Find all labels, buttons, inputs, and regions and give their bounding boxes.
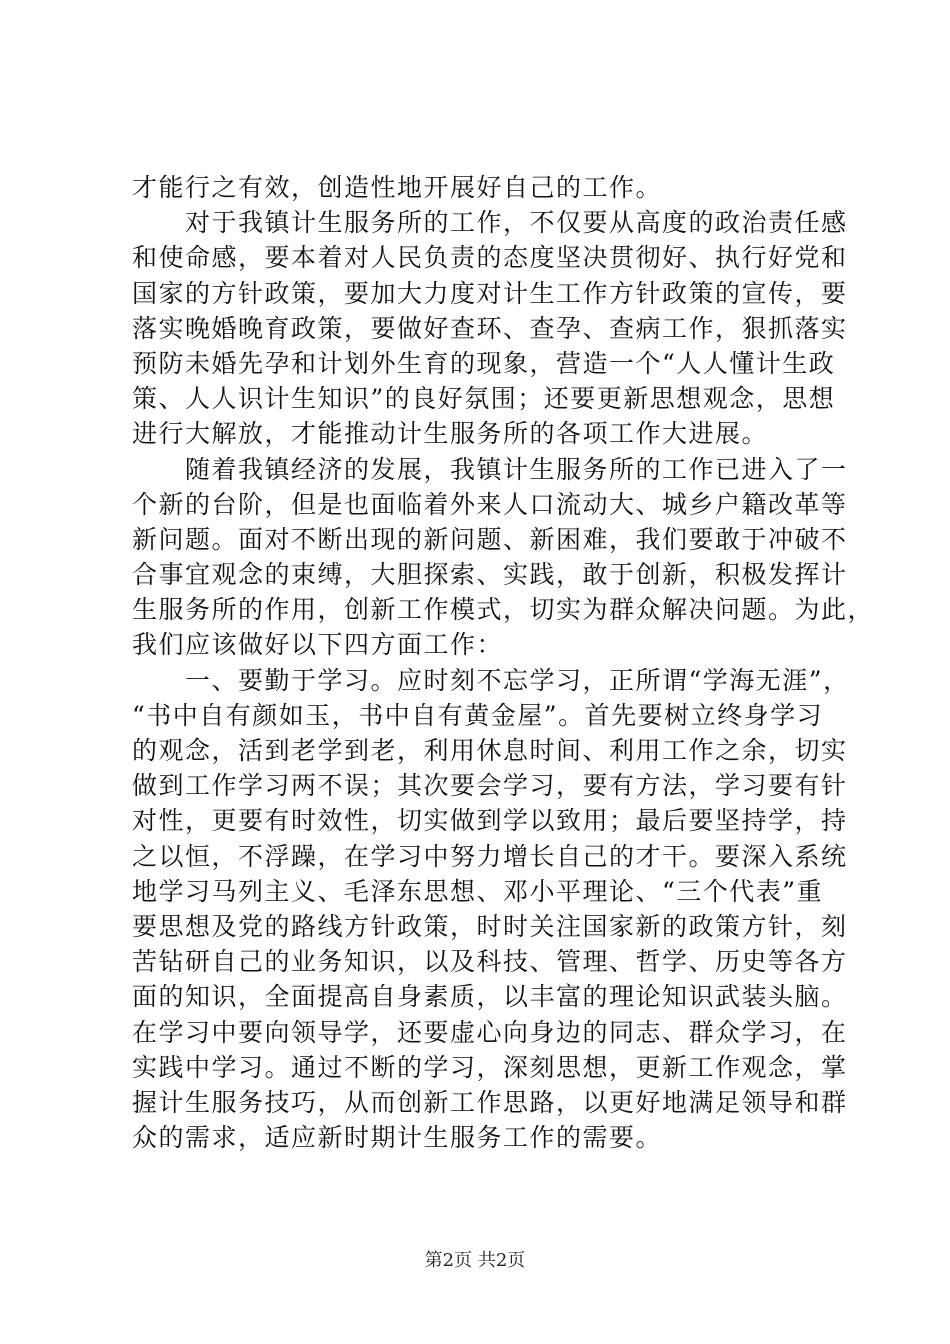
- text-line: 做到工作学习两不误；其次要会学习，要有方法，学习要有针: [132, 771, 848, 801]
- text-line: 新问题。面对不断出现的新问题、新困难，我们要敢于冲破不: [132, 524, 848, 554]
- page-number-footer: 第2页 共2页: [424, 1250, 526, 1271]
- text-line: 在学习中要向领导学，还要虚心向身边的同志、群众学习，在: [132, 1017, 848, 1047]
- text-line: 面的知识，全面提高自身素质，以丰富的理论知识武装头脑。: [132, 982, 848, 1012]
- text-line: 我们应该做好以下四方面工作：: [132, 630, 504, 660]
- text-line: 一、要勤于学习。应时刻不忘学习，正所谓“学海无涯”，: [132, 665, 850, 695]
- text-line: 众的需求，适应新时期计生服务工作的需要。: [132, 1123, 663, 1153]
- text-line: 合事宜观念的束缚，大胆探索、实践，敢于创新，积极发挥计: [132, 560, 848, 590]
- text-line: 落实晚婚晚育政策，要做好查环、查孕、查病工作，狠抓落实: [132, 313, 848, 343]
- text-line: 实践中学习。通过不断的学习，深刻思想，更新工作观念，掌: [132, 1052, 848, 1082]
- text-line: 握计生服务技巧，从而创新工作思路，以更好地满足领导和群: [132, 1087, 848, 1117]
- text-line: 之以恒，不浮躁，在学习中努力增长自己的才干。要深入系统: [132, 841, 848, 871]
- text-line: 苦钻研自己的业务知识，以及科技、管理、哲学、历史等各方: [132, 947, 848, 977]
- text-line: “书中自有颜如玉，书中自有黄金屋”。首先要树立终身学习: [132, 700, 824, 730]
- text-line: 对于我镇计生服务所的工作，不仅要从高度的政治责任感: [132, 208, 848, 238]
- text-line: 才能行之有效，创造性地开展好自己的工作。: [132, 173, 663, 202]
- text-line: 的观念，活到老学到老，利用休息时间、利用工作之余，切实: [132, 736, 848, 765]
- body-text: [132, 170, 875, 1155]
- text-line: 预防未婚先孕和计划外生育的现象，营造一个“人人懂计生政: [132, 348, 836, 378]
- text-line: 地学习马列主义、毛泽东思想、邓小平理论、“三个代表”重: [132, 876, 824, 906]
- text-line: 要思想及党的路线方针政策，时时关注国家新的政策方针，刻: [132, 911, 848, 941]
- text-line: 对性，更要有时效性，切实做到学以致用；最后要坚持学，持: [132, 806, 848, 836]
- text-line: 生服务所的作用，创新工作模式，切实为群众解决问题。为此，: [132, 595, 875, 625]
- text-line: 策、人人识计生知识”的良好氛围；还要更新思想观念，思想: [132, 384, 836, 414]
- text-line: 随着我镇经济的发展，我镇计生服务所的工作已进入了一: [132, 454, 848, 484]
- text-line: 进行大解放，才能推动计生服务所的各项工作大进展。: [132, 419, 769, 449]
- text-line: 个新的台阶，但是也面临着外来人口流动大、城乡户籍改革等: [132, 489, 848, 519]
- text-line: 国家的方针政策，要加大力度对计生工作方针政策的宣传，要: [132, 278, 848, 308]
- text-line: 和使命感，要本着对人民负责的态度坚决贯彻好、执行好党和: [132, 243, 848, 273]
